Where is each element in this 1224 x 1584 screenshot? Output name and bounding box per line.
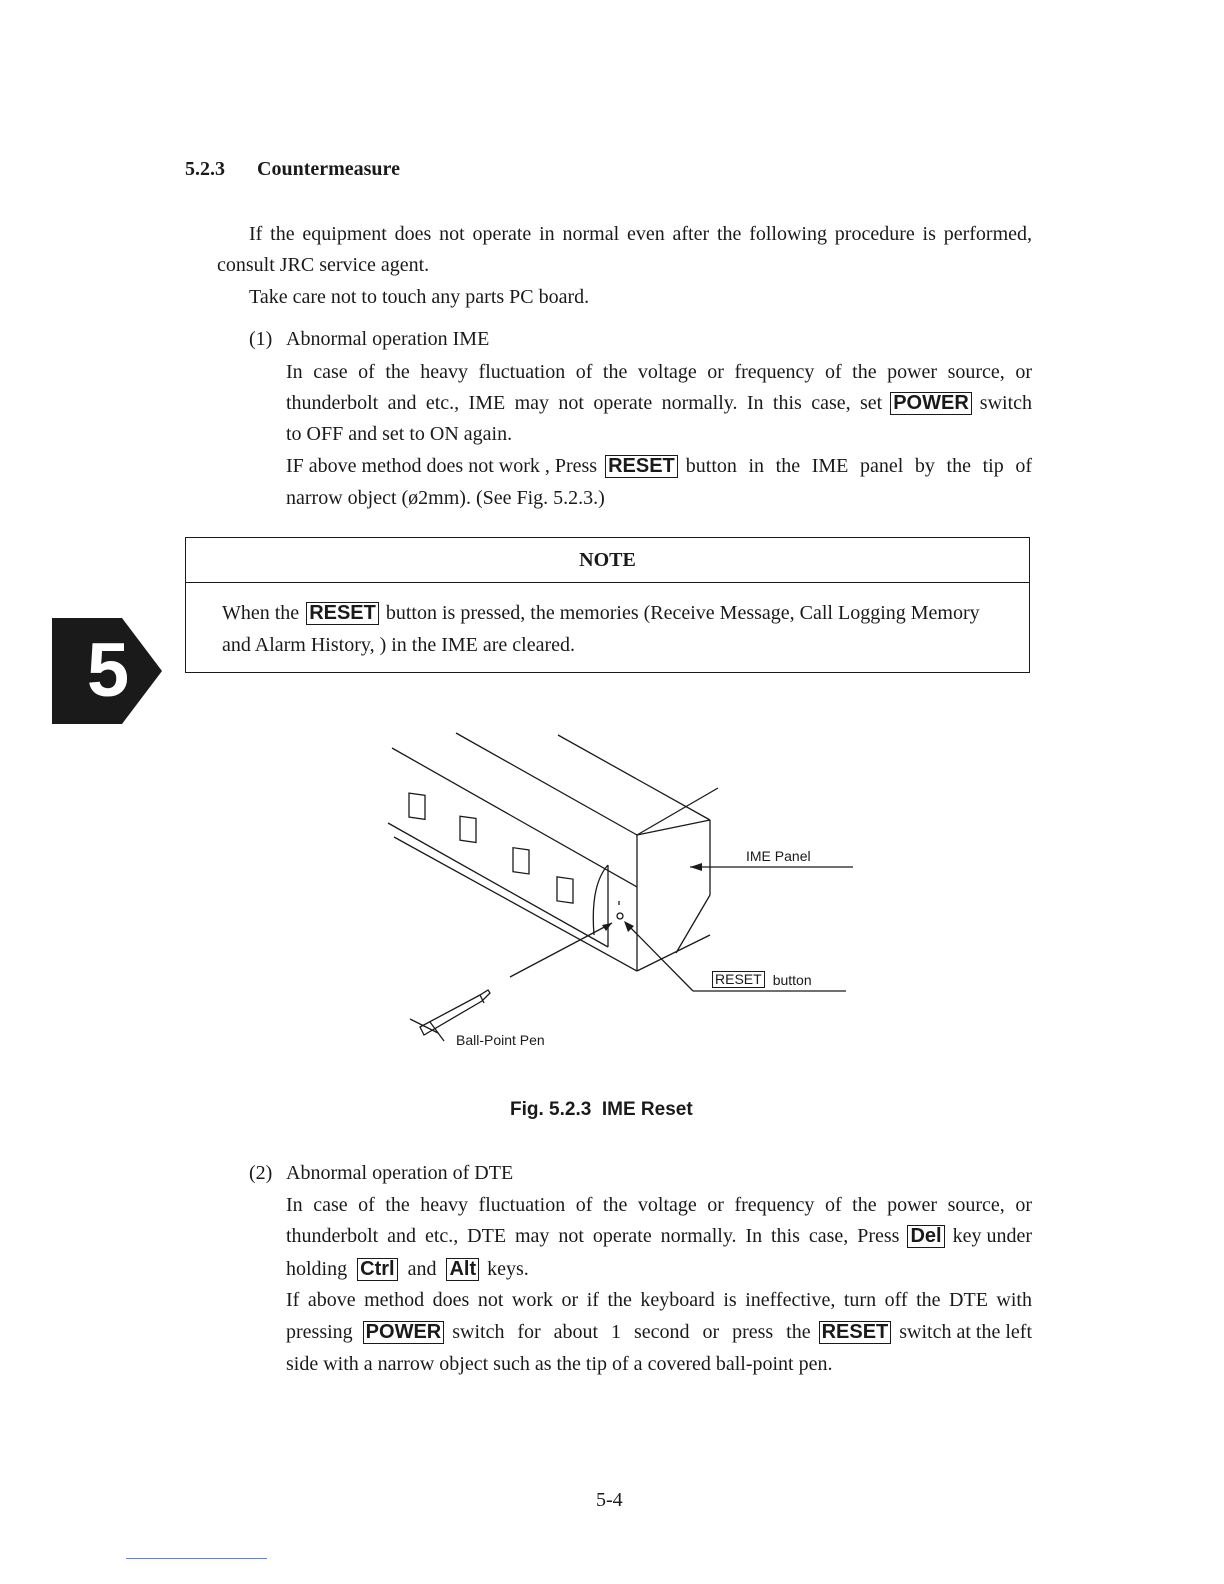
label-reset-button [712,971,812,988]
item1-line-2-end: switch [979,392,1032,414]
item2-line-2-end: key under [952,1225,1032,1247]
item2-line-5-mid: switch for about 1 second or press the [452,1321,811,1343]
note-title: NOTE [186,538,1029,583]
item2-line-3-text: holding [286,1258,348,1280]
item2-line-2-text: thunderbolt and etc., DTE may not operate normally. In this case, Press [286,1225,900,1247]
note-box [185,537,1030,673]
bottom-rule [126,1558,267,1559]
item2-line-3-mid: and [407,1258,437,1280]
label-reset-text: button [772,971,812,988]
intro-line-1: If the equipment does not operate in normal even after the following procedure is performed, [249,223,1032,245]
section-number: 5.2.3 [185,158,225,180]
chapter-tab [52,618,162,724]
item2-marker: (2) [249,1162,273,1184]
power-key: POWER [890,392,972,415]
intro-line-2: consult JRC service agent. [217,254,430,276]
chapter-number: 5 [86,628,130,713]
section-heading [185,158,400,181]
item1-marker: (1) [249,328,273,350]
item2-line-2 [286,1224,1032,1248]
ime-reset-figure [380,725,870,1065]
item1-title: Abnormal operation IME [286,328,490,350]
item2-line-5-end: switch at the left [899,1321,1032,1343]
page-number: 5-4 [596,1489,623,1511]
item2-line-5-text: pressing [286,1321,353,1343]
alt-key: Alt [446,1258,479,1281]
note-line-2: and Alarm History, ) in the IME are cleared. [222,634,576,656]
item2-line-5 [286,1320,1032,1344]
item1-line-2 [286,391,1032,415]
item2-line-3-end: keys. [487,1258,529,1280]
item1-line-2-text: thunderbolt and etc., IME may not operate normally. In this case, set [286,392,883,414]
label-ball-point-pen: Ball-Point Pen [456,1032,545,1048]
note-line-1-end: button is pressed, the memories (Receive Message, Call Logging Memory [385,602,980,624]
item2-line-4: If above method does not work or if the keyboard is ineffective, turn off the DTE with [286,1289,1032,1311]
section-title: Countermeasure [257,158,400,180]
intro-line-3: Take care not to touch any parts PC board. [249,286,590,308]
dte-power-key: POWER [363,1321,445,1344]
figure-caption: Fig. 5.2.3 IME Reset [510,1099,693,1120]
note-line-1 [222,601,980,625]
ctrl-key: Ctrl [357,1258,397,1281]
del-key: Del [907,1225,944,1248]
item1-line-1: In case of the heavy fluctuation of the voltage or frequency of the power source, or [286,361,1032,383]
note-reset-key: RESET [306,602,379,625]
item1-line-3: to OFF and set to ON again. [286,423,513,445]
note-line-1-text: When the [222,602,300,624]
item1-line-4 [286,454,1032,478]
item2-line-1: In case of the heavy fluctuation of the voltage or frequency of the power source, or [286,1194,1032,1216]
label-reset-key: RESET [712,971,765,988]
label-ime-panel: IME Panel [746,848,811,864]
item1-line-4-end: button in the IME panel by the tip of [685,455,1032,477]
item2-line-6: side with a narrow object such as the tip of a covered ball-point pen. [286,1353,833,1375]
item1-line-5: narrow object (ø2mm). (See Fig. 5.2.3.) [286,487,605,509]
item1-line-4-text: IF above method does not work , Press [286,455,598,477]
dte-reset-key: RESET [819,1321,892,1344]
item2-line-3 [286,1257,529,1281]
reset-key: RESET [605,455,678,478]
item2-title: Abnormal operation of DTE [286,1162,514,1184]
